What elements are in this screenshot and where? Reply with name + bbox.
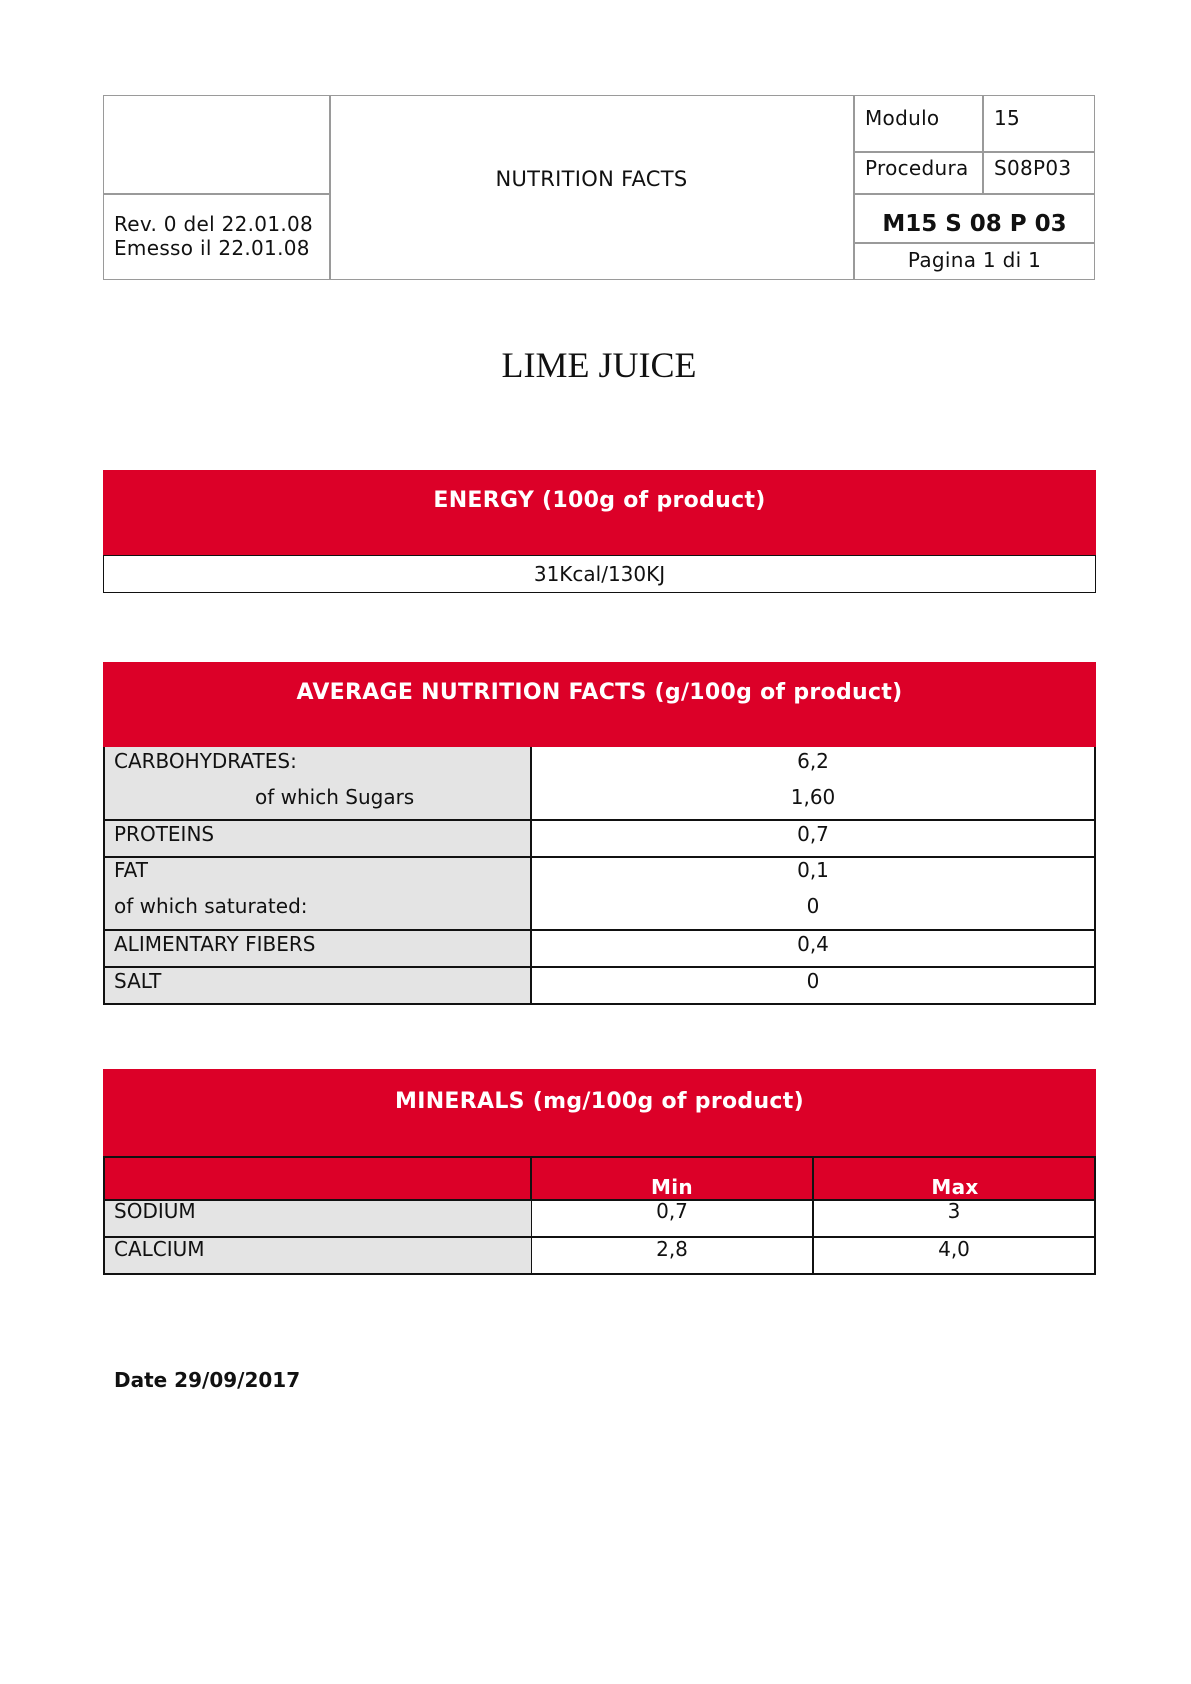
row-min-sodium: 0,7 bbox=[656, 1199, 688, 1223]
document-header bbox=[103, 95, 1095, 280]
grid-line bbox=[1094, 1156, 1096, 1275]
footer-date: Date 29/09/2017 bbox=[114, 1368, 301, 1392]
nutrition-title: AVERAGE NUTRITION FACTS (g/100g of product) bbox=[296, 680, 903, 705]
issued-line: Emesso il 22.01.08 bbox=[114, 236, 310, 260]
header-divider bbox=[853, 242, 1095, 244]
row-value-salt: 0 bbox=[806, 969, 820, 993]
document-title: NUTRITION FACTS bbox=[495, 167, 688, 191]
document-code: M15 S 08 P 03 bbox=[882, 211, 1067, 237]
row-value-saturated: 0 bbox=[806, 894, 820, 918]
modulo-value: 15 bbox=[994, 106, 1021, 130]
grid-line bbox=[103, 1273, 1096, 1275]
energy-table bbox=[103, 470, 1096, 593]
procedura-label: Procedura bbox=[865, 156, 969, 180]
row-label-fat: FAT bbox=[114, 858, 149, 882]
row-min-calcium: 2,8 bbox=[656, 1237, 688, 1261]
procedura-value: S08P03 bbox=[994, 156, 1072, 180]
row-value-fibers: 0,4 bbox=[797, 932, 829, 956]
row-max-sodium: 3 bbox=[947, 1199, 961, 1223]
row-label-salt: SALT bbox=[114, 969, 162, 993]
row-label-saturated: of which saturated: bbox=[114, 894, 308, 918]
row-label-sugars: of which Sugars bbox=[255, 785, 415, 809]
grid-line bbox=[103, 1156, 105, 1275]
grid-line bbox=[103, 819, 1096, 821]
row-value-carbohydrates: 6,2 bbox=[797, 749, 829, 773]
max-column-header: Max bbox=[931, 1175, 979, 1199]
grid-line bbox=[103, 966, 1096, 968]
header-divider bbox=[103, 193, 330, 195]
row-label-carbohydrates: CARBOHYDRATES: bbox=[114, 749, 297, 773]
grid-line bbox=[103, 1156, 1096, 1158]
minerals-table bbox=[103, 1069, 1096, 1275]
row-label-proteins: PROTEINS bbox=[114, 822, 215, 846]
grid-line bbox=[103, 1003, 1096, 1005]
header-divider bbox=[982, 95, 984, 193]
energy-title: ENERGY (100g of product) bbox=[433, 488, 766, 513]
min-column-header: Min bbox=[651, 1175, 693, 1199]
revision-line: Rev. 0 del 22.01.08 bbox=[114, 212, 314, 236]
nutrition-table bbox=[103, 662, 1096, 1005]
minerals-title: MINERALS (mg/100g of product) bbox=[395, 1089, 804, 1114]
header-divider bbox=[853, 151, 1095, 153]
page-number: Pagina 1 di 1 bbox=[907, 248, 1042, 272]
row-value-fat: 0,1 bbox=[797, 858, 829, 882]
row-label-fibers: ALIMENTARY FIBERS bbox=[114, 932, 316, 956]
row-max-calcium: 4,0 bbox=[938, 1237, 970, 1261]
modulo-label: Modulo bbox=[865, 106, 940, 130]
grid-line bbox=[103, 929, 1096, 931]
row-label-calcium: CALCIUM bbox=[114, 1237, 205, 1261]
row-value-proteins: 0,7 bbox=[797, 822, 829, 846]
row-label-sodium: SODIUM bbox=[114, 1199, 196, 1223]
energy-value: 31Kcal/130KJ bbox=[533, 562, 666, 586]
product-title: LIME JUICE bbox=[501, 345, 697, 385]
row-value-sugars: 1,60 bbox=[790, 785, 836, 809]
header-divider bbox=[853, 193, 1095, 195]
